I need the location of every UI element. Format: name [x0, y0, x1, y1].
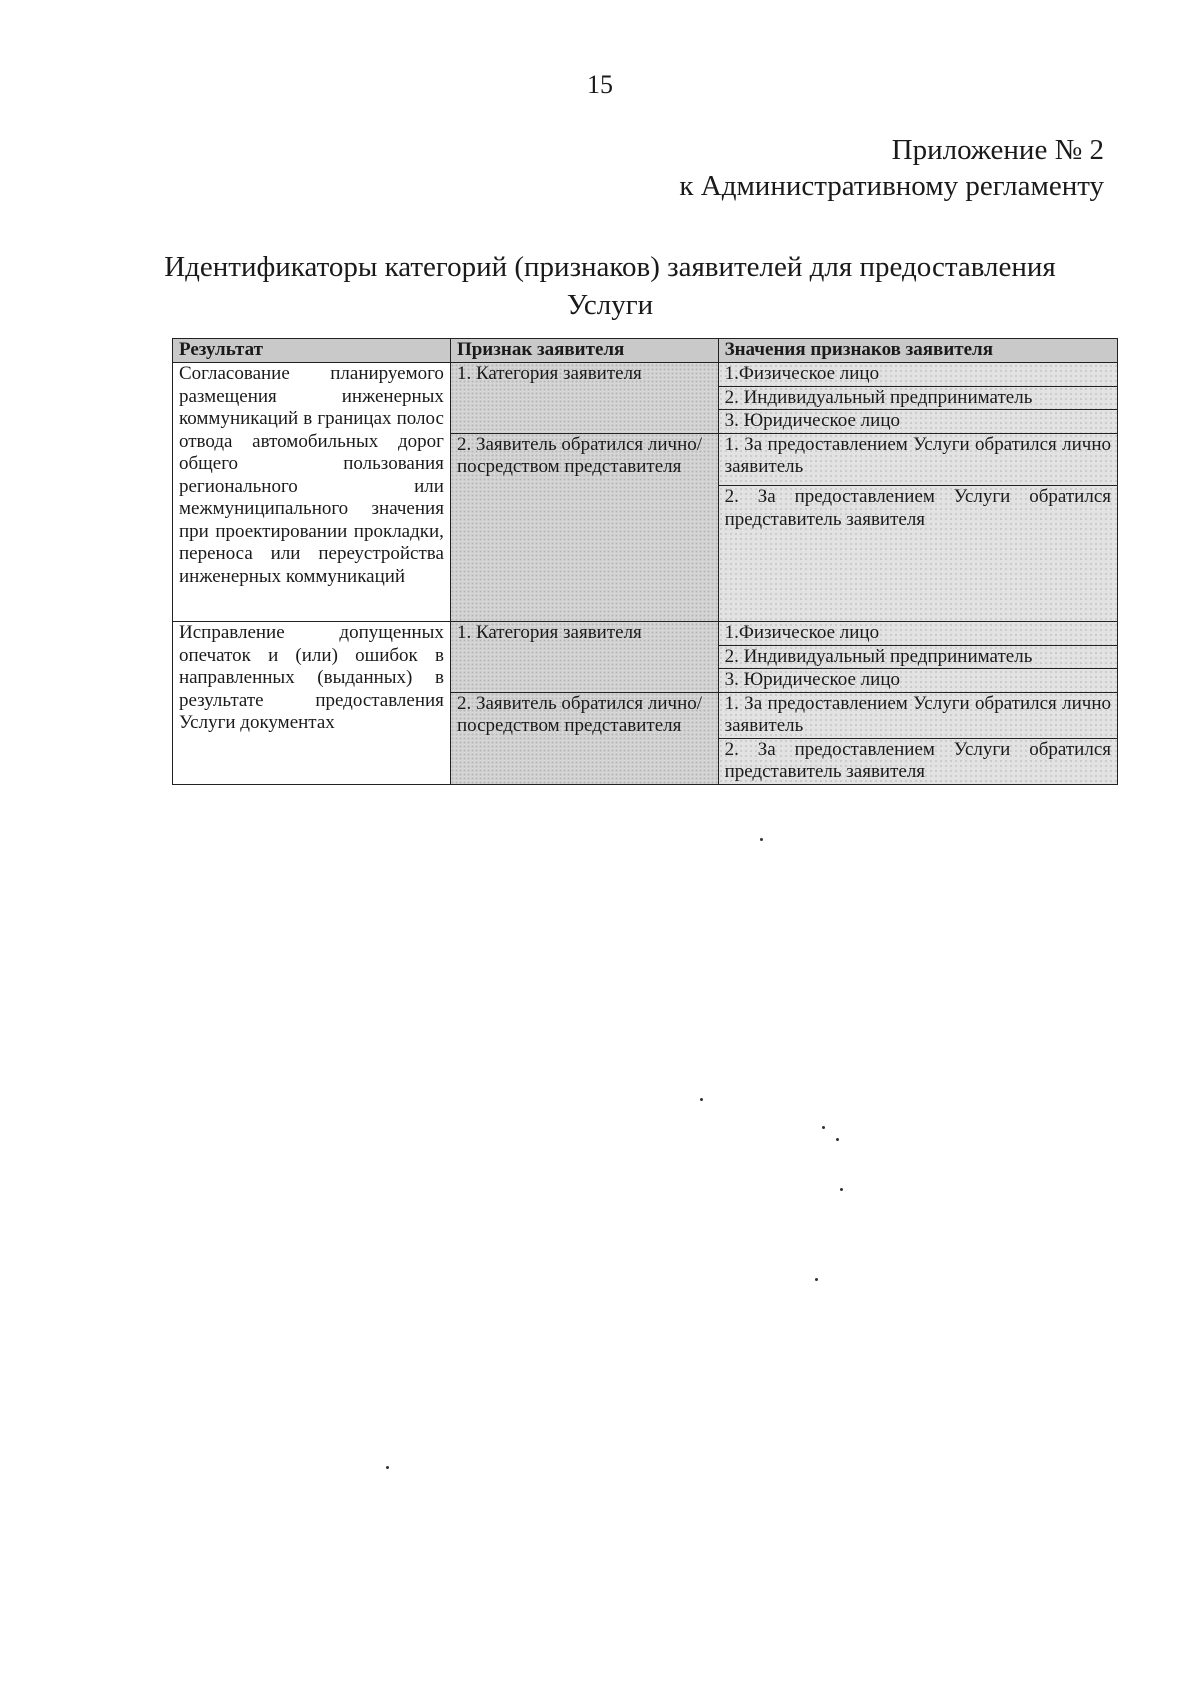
document-title-line-2: Услуги — [566, 289, 654, 321]
sign-cell: 1. Категория заявителя — [450, 363, 718, 434]
value-cell: 1. За предоставлением Услуги обратился лично заявитель — [718, 433, 1117, 486]
table-header-row — [173, 339, 1118, 363]
table-row — [173, 363, 1118, 387]
scan-speck — [836, 1138, 839, 1141]
value-cell: 1.Физическое лицо — [718, 363, 1117, 387]
value-cell: 2. Индивидуальный предприниматель — [718, 645, 1117, 669]
table-row — [173, 622, 1118, 646]
header-sign-values: Значения признаков заявителя — [718, 339, 1117, 363]
document-title — [150, 248, 1070, 324]
header-result: Результат — [173, 339, 451, 363]
value-cell: 2. За предоставлением Услуги обратился представитель заявителя — [718, 486, 1117, 622]
value-cell: 1.Физическое лицо — [718, 622, 1117, 646]
result-cell: Согласование планируемого размещения инженерных коммуникаций в границах полос отвода автомобильных дорог общего пользования регионального или межмуниципального значения при проектировании прокладки, переноса или переустройства инженерных коммуникаций — [173, 363, 451, 622]
appendix-header — [679, 132, 1104, 204]
scan-speck — [760, 838, 763, 841]
sign-cell: 2. Заявитель обратился лично/посредством представителя — [450, 692, 718, 784]
document-title-line-1: Идентификаторы категорий (признаков) заявителей для предоставления — [164, 251, 1056, 283]
scan-speck — [700, 1098, 703, 1101]
identifiers-table — [172, 338, 1118, 785]
result-cell: Исправление допущенных опечаток и (или) ошибок в направленных (выданных) в результате предоставления Услуги документах — [173, 622, 451, 785]
page-number: 15 — [587, 70, 613, 99]
appendix-reference: к Административному регламенту — [679, 170, 1104, 202]
scan-speck — [840, 1188, 843, 1191]
scan-speck — [822, 1126, 825, 1129]
sign-cell: 1. Категория заявителя — [450, 622, 718, 693]
appendix-number: Приложение № 2 — [891, 134, 1104, 166]
value-cell: 3. Юридическое лицо — [718, 669, 1117, 693]
sign-cell: 2. Заявитель обратился лично/посредством представителя — [450, 433, 718, 622]
scan-speck — [815, 1278, 818, 1281]
value-cell: 2. За предоставлением Услуги обратился представитель заявителя — [718, 738, 1117, 784]
value-cell: 3. Юридическое лицо — [718, 410, 1117, 434]
value-cell: 2. Индивидуальный предприниматель — [718, 386, 1117, 410]
value-cell: 1. За предоставлением Услуги обратился лично заявитель — [718, 692, 1117, 738]
header-applicant-sign: Признак заявителя — [450, 339, 718, 363]
scan-speck — [386, 1466, 389, 1469]
